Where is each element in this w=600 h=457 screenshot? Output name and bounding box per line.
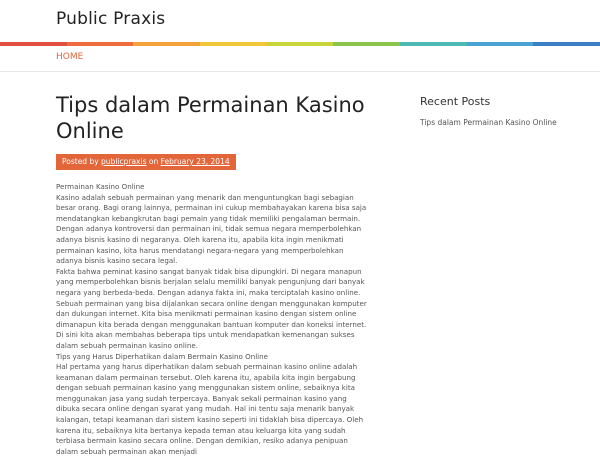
on-label: on (148, 157, 159, 166)
post-content (56, 182, 368, 457)
site-header (0, 0, 600, 42)
post-paragraph: Hal pertama yang harus diperhatikan dalam sebuah permainan kasino online adalah keamanan dalam permainan tersebut. Oleh karena itu, apabila kita ingin bergabung dengan sebuah permainan kasino yang menggunakan sistem online, sebaiknya kita menggunakan jasa yang sudah terpercaya. Banyak sekali permainan kasino yang dibuka secara online dengan syarat yang mudah. Hal ini tentu saja menarik banyak kalangan, tetapi keamanan dari sistem kasino seperti ini tidaklah bisa dipercaya. Oleh karena itu, sebaiknya kita bertanya kepada teman atau keluarga kita yang sudah terbiasa bermain kasino secara online. Dengan demikian, resiko adanya penipuan dalam sebuah permainan akan menjadi (56, 362, 364, 456)
post-paragraph: Tips yang Harus Diperhatikan dalam Bermain Kasino Online (56, 351, 268, 361)
post-title: Tips dalam Permainan Kasino Online (56, 93, 365, 143)
main-nav (0, 46, 600, 72)
author-link[interactable]: publicpraxis (101, 157, 147, 166)
post-paragraph: Fakta bahwa peminat kasino sangat banyak tidak bisa dipungkiri. Di negara manapun yang memperbolehkan bisnis berjalan selalu memiliki banyak pengunjung dari banyak negara yang berbeda-beda. Dengan adanya fakta ini, maka terciptalah kasino online. Sebuah permainan yang bisa dijalankan secara online dengan menggunakan komputer dan dukungan internet. Kita bisa menikmati permainan kasino dengan sistem online dimanapun kita berada dengan menggunakan bantuan komputer dan koneksi internet. Di sini kita akan membahas beberapa tips untuk mendapatkan kemenangan sukses dalam sebuah permainan kasino online. (56, 266, 367, 350)
date-link[interactable]: February 23, 2014 (160, 157, 230, 166)
posted-by-label: Posted by (62, 157, 99, 166)
sidebar (420, 95, 580, 127)
nav-home-link[interactable]: HOME (56, 52, 84, 62)
site-title[interactable]: Public Praxis (56, 9, 166, 29)
recent-posts-title: Recent Posts (420, 95, 491, 108)
post-paragraph: Permainan Kasino Online (56, 182, 145, 191)
post-paragraph: Kasino adalah sebuah permainan yang menarik dan menguntungkan bagi sebagian besar orang. Bagi orang lainnya, permainan ini cukup membahayakan karena bisa saja mendatangkan kebangkrutan bagi pemain yang tidak memiliki pengalaman bermain. Dengan adanya kontroversi dan permainan ini, tidak semua negara memperbolehkan adanya bisnis kasino di negaranya. Oleh karena itu, apabila kita ingin menikmati permainan kasino, kita harus mendatangi negara-negara yang memperbolehkan adanya bisnis kasino secara legal. (56, 192, 367, 266)
recent-post-link[interactable]: Tips dalam Permainan Kasino Online (420, 118, 557, 127)
post-article (56, 92, 368, 457)
post-meta (56, 154, 236, 170)
